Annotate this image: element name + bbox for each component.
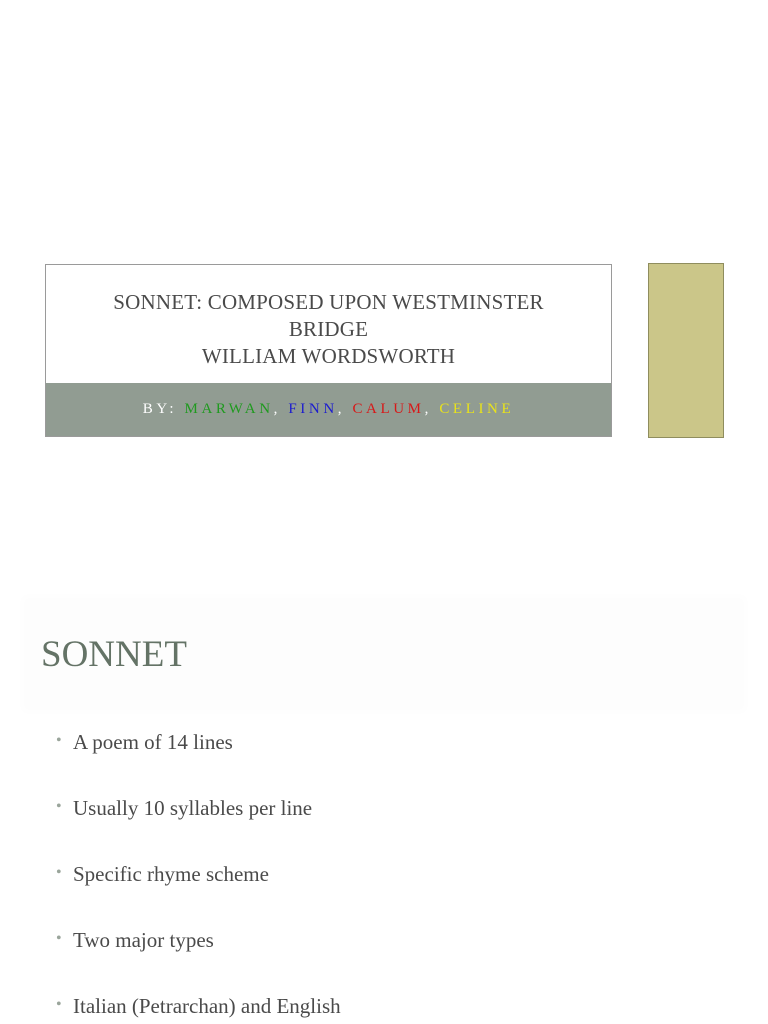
bullet-icon: • [56, 732, 62, 749]
list-item [56, 791, 341, 857]
author-name-finn: FINN [288, 401, 338, 417]
byline-separator: , [424, 401, 440, 417]
title-line-1: SONNET: COMPOSED UPON WESTMINSTER [113, 290, 544, 314]
title-line-2: BRIDGE [288, 317, 369, 341]
bullet-text: Two major types [73, 928, 214, 952]
list-item [56, 923, 341, 989]
decorative-accent-block [648, 263, 724, 438]
list-item [56, 989, 341, 1024]
byline-prefix: BY: [142, 401, 185, 417]
title-slide-box [45, 264, 612, 437]
title-line-3: WILLIAM WORDSWORTH [201, 344, 456, 368]
byline-separator: , [337, 401, 353, 417]
bullet-text: Usually 10 syllables per line [73, 796, 313, 820]
list-item [56, 857, 341, 923]
bullet-icon: • [56, 930, 62, 947]
slide-title [46, 289, 611, 370]
bullet-text: A poem of 14 lines [73, 730, 233, 754]
author-name-marwan: MARWAN [184, 401, 274, 417]
bullet-icon: • [56, 996, 62, 1013]
byline-bar [46, 383, 611, 436]
list-item [56, 725, 341, 791]
bullet-icon: • [56, 864, 62, 881]
bullet-icon: • [56, 798, 62, 815]
author-name-celine: CELINE [439, 401, 515, 417]
byline-separator: , [273, 401, 289, 417]
bullet-list [56, 725, 341, 1024]
bullet-text: Italian (Petrarchan) and English [73, 994, 341, 1018]
author-name-calum: CALUM [352, 401, 425, 417]
section-heading: SONNET [41, 634, 187, 675]
bullet-text: Specific rhyme scheme [73, 862, 269, 886]
